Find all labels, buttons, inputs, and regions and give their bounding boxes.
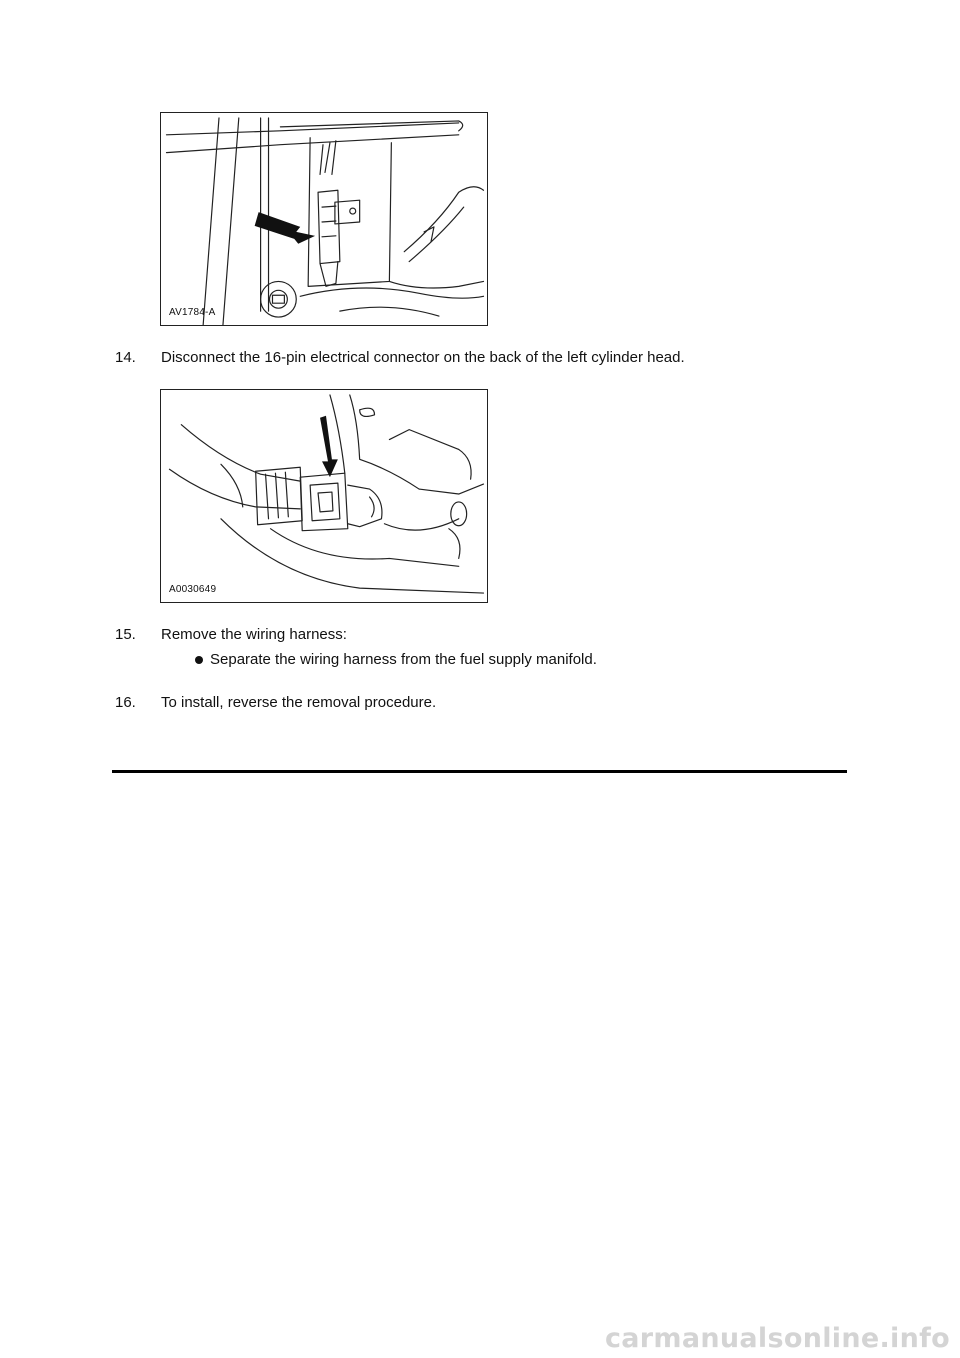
step-number: 14. xyxy=(115,349,136,366)
connector-line-drawing xyxy=(161,113,487,325)
step-text: Remove the wiring harness: xyxy=(161,626,347,643)
step-text: To install, reverse the removal procedure. xyxy=(161,694,437,711)
figure-code: AV1784-A xyxy=(169,307,216,318)
figure-connector-illustration-2 xyxy=(160,389,488,603)
bullet-icon xyxy=(195,656,203,664)
figure-connector-illustration-1 xyxy=(160,112,488,326)
step-text: Disconnect the 16-pin electrical connector on the back of the left cylinder head. xyxy=(161,349,685,366)
step-number: 15. xyxy=(115,626,136,643)
section-divider xyxy=(112,770,847,773)
arrow-pointer xyxy=(255,212,315,244)
figure-code: A0030649 xyxy=(169,584,217,595)
arrow-pointer xyxy=(320,416,338,477)
watermark: carmanualsonline.info xyxy=(604,1323,950,1354)
step-number: 16. xyxy=(115,694,136,711)
connector-line-drawing xyxy=(161,390,487,602)
bullet-text: Separate the wiring harness from the fuel supply manifold. xyxy=(210,651,597,668)
